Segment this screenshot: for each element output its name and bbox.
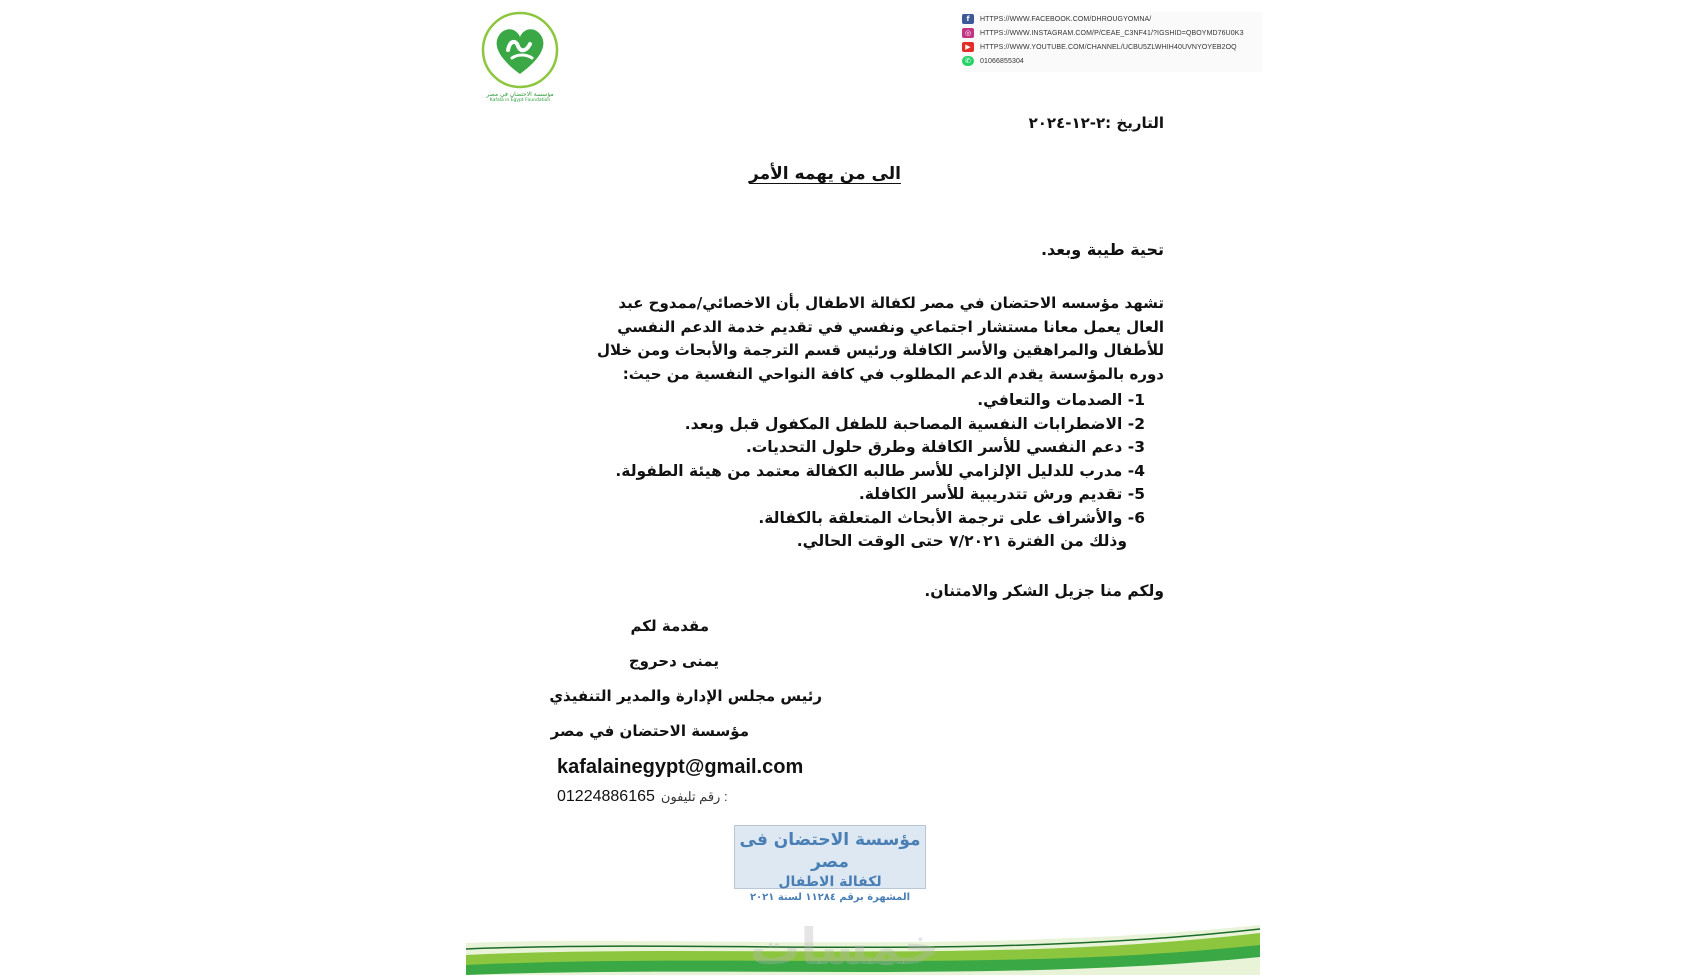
facebook-icon: f (962, 14, 974, 24)
closing-thanks: ولكم منا جزيل الشكر والامتنان. (924, 582, 1164, 600)
instagram-icon: ◎ (962, 28, 974, 38)
signature-name: يمنى دحروج (628, 652, 719, 670)
whatsapp-icon: ✆ (962, 56, 974, 66)
stamp-line-1: مؤسسة الاحتضان فى مصر (739, 830, 921, 872)
social-instagram[interactable] (962, 26, 1262, 40)
list-item: 2- الاضطرابات النفسية المصاحبة للطفل المكفول قبل وبعد. (684, 414, 1145, 433)
list-item: 1- الصدمات والتعافي. (977, 391, 1145, 409)
stamp-line-2: لكفالة الاطفال (778, 874, 882, 890)
stamp-line-3: المشهرة برقم ١١٢٨٤ لسنة ٢٠٢١ (749, 892, 911, 903)
signature-org: مؤسسة الاحتضان في مصر (550, 722, 749, 740)
social-whatsapp[interactable] (962, 54, 1262, 68)
facebook-url[interactable]: HTTPS://WWW.FACEBOOK.COM/DHROUGYOMNA/ (980, 15, 1152, 23)
whatsapp-number[interactable]: 01066855304 (980, 57, 1024, 65)
social-links (962, 12, 1262, 72)
list-item: 5- تقديم ورش تتدريبية للأسر الكافلة. (858, 485, 1145, 503)
contact-phone (557, 788, 728, 806)
letter-heading (720, 164, 930, 184)
list-item: 6- والأشراف على ترجمة الأبحاث المتعلقة بالكفالة. (758, 508, 1145, 527)
foundation-logo (477, 10, 563, 103)
official-stamp (734, 825, 926, 903)
letter-greeting: تحية طيبة وبعد. (1040, 240, 1164, 259)
letter-heading-text: الى من يهمه الأمر (749, 164, 901, 184)
youtube-icon: ▶ (962, 42, 974, 52)
letter-date: التاريخ :٢-١٢-٢٠٢٤ (1028, 114, 1164, 132)
social-facebook[interactable] (962, 12, 1262, 26)
letter-body: تشهد مؤسسه الاحتضان في مصر لكفالة الاطفال بأن الاخصائي/ممدوح عبد العال يعمل معانا مستشار اجتماعي ونفسي في تقديم خدمة الدعم النفسي للأطفال والمراهقين والأسر الكافلة ورئيس قسم الترجمة والأبحاث ومن خلال دوره بالمؤسسة يقدم الدعم المطلوب في كافة النواحي النفسية من حيث: (597, 294, 1164, 383)
youtube-url[interactable]: HTTPS://WWW.YOUTUBE.COM/CHANNEL/UCBU5ZLWHIH40UVNYOYEB2OQ (980, 43, 1237, 51)
phone-number[interactable]: 01224886165 (557, 788, 655, 805)
logo-arabic-name: مؤسسة الاحتضان في مصر (486, 91, 554, 98)
signature-title: رئيس مجلس الإدارة والمدير التنفيذي (549, 687, 822, 705)
phone-label: رقم تليفون : (660, 789, 728, 804)
signature-presented: مقدمة لكم (630, 617, 709, 635)
service-period: وذلك من الفترة ٧/٢٠٢١ حتى الوقت الحالي. (796, 532, 1127, 550)
watermark: خمسات (750, 918, 940, 976)
list-item: 3- دعم النفسي للأسر الكافلة وطرق حلول التحديات. (745, 438, 1145, 456)
instagram-url[interactable]: HTTPS://WWW.INSTAGRAM.COM/P/CEAE_C3NF41/?IGSHID=QBOYMD76U0K3 (980, 29, 1244, 37)
list-item: 4- مدرب للدليل الإلزامي للأسر طالبه الكفالة معتمد من هيئة الطفولة. (615, 461, 1145, 480)
contact-email[interactable]: kafalainegypt@gmail.com (557, 756, 804, 778)
services-list (585, 389, 1145, 530)
heart-logo-icon (480, 10, 560, 90)
logo-english-name: Kafala in Egypt Foundation (489, 98, 551, 103)
social-youtube[interactable] (962, 40, 1262, 54)
